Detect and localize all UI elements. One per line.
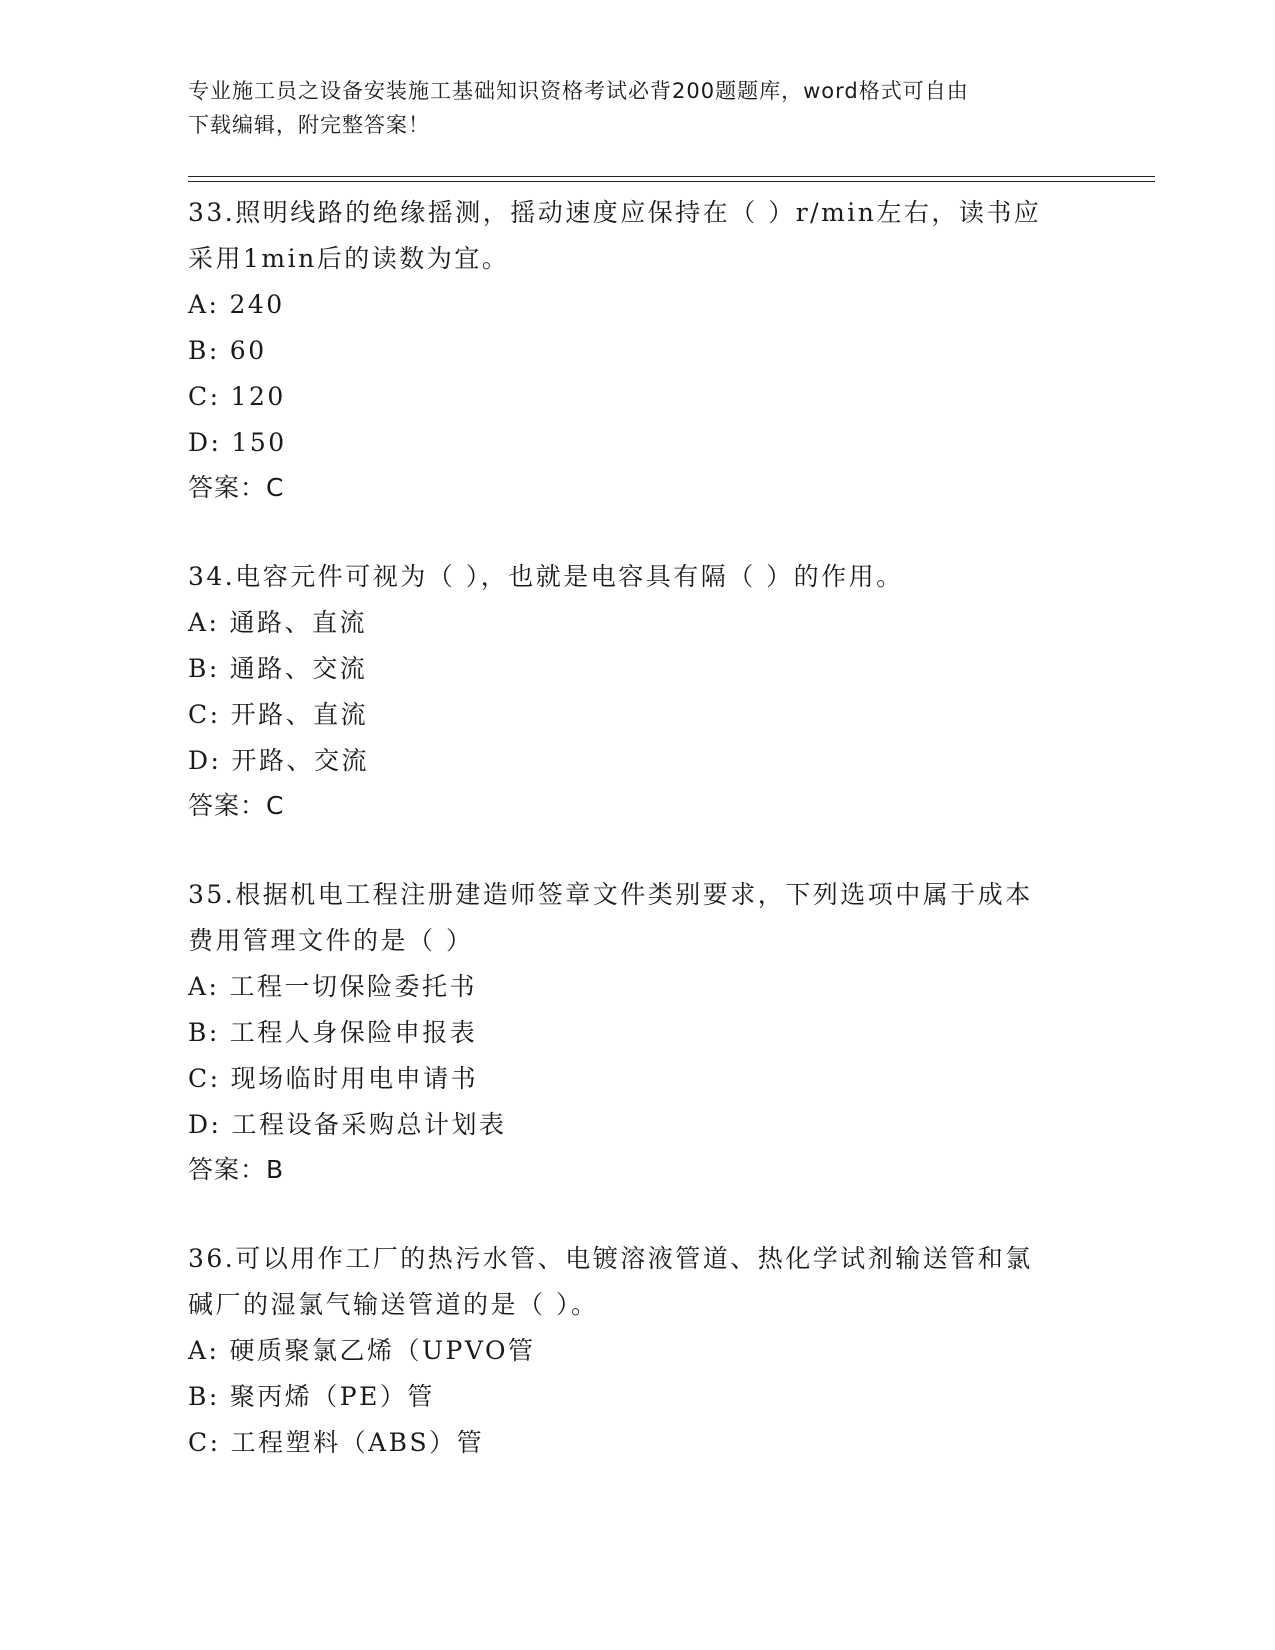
option-a	[188, 1328, 1088, 1374]
option-letter: A:	[188, 1336, 220, 1365]
question-36	[188, 1236, 1088, 1466]
option-c	[188, 692, 1088, 738]
answer-line: 答案：C	[188, 473, 285, 502]
option-text: 工程塑料（ABS）管	[230, 1428, 485, 1457]
answer-line: 答案：B	[188, 1155, 285, 1184]
option-text: 硬质聚氯乙烯（UPVO管	[229, 1336, 536, 1365]
question-33	[188, 190, 1088, 510]
question-stem: 34.电容元件可视为（ ），也就是电容具有隔（ ）的作用。	[188, 562, 904, 591]
question-list	[188, 190, 1088, 1466]
option-text: 150	[231, 428, 287, 457]
option-d	[188, 738, 1088, 784]
option-letter: D:	[188, 746, 222, 775]
option-text: 通路、交流	[229, 654, 368, 683]
option-letter: C:	[188, 1428, 221, 1457]
option-c	[188, 1420, 1088, 1466]
option-text: 工程一切保险委托书	[229, 972, 477, 1001]
option-text: 现场临时用电申请书	[230, 1064, 479, 1093]
option-letter: B:	[188, 1382, 220, 1411]
header-title-line1: 专业施工员之设备安装施工基础知识资格考试必背200题题库，word格式可自由	[188, 79, 969, 103]
option-letter: C:	[188, 700, 221, 729]
option-c	[188, 1056, 1088, 1102]
option-letter: B:	[188, 654, 220, 683]
document-header	[188, 74, 1068, 142]
option-text: 60	[229, 336, 267, 365]
option-letter: C:	[188, 382, 221, 411]
option-text: 聚丙烯（PE）管	[229, 1382, 435, 1411]
option-text: 开路、直流	[230, 700, 369, 729]
option-letter: A:	[188, 608, 220, 637]
header-divider-bottom	[188, 181, 1155, 182]
option-a	[188, 282, 1088, 328]
option-letter: D:	[188, 1110, 222, 1139]
question-stem-continued: 采用1min后的读数为宜。	[188, 244, 510, 273]
option-letter: B:	[188, 336, 220, 365]
question-stem-continued: 费用管理文件的是（ ）	[188, 926, 474, 955]
option-letter: C:	[188, 1064, 221, 1093]
option-a	[188, 600, 1088, 646]
header-title-line2: 下载编辑，附完整答案！	[188, 113, 430, 137]
option-b	[188, 1010, 1088, 1056]
option-letter: D:	[188, 428, 222, 457]
question-stem: 35.根据机电工程注册建造师签章文件类别要求，下列选项中属于成本	[188, 880, 1033, 909]
header-divider-top	[188, 176, 1155, 177]
option-text: 240	[229, 290, 285, 319]
option-text: 120	[230, 382, 286, 411]
option-c	[188, 374, 1088, 420]
question-stem: 36.可以用作工厂的热污水管、电镀溶液管道、热化学试剂输送管和氯	[188, 1244, 1033, 1273]
option-a	[188, 964, 1088, 1010]
option-text: 工程人身保险申报表	[229, 1018, 478, 1047]
option-letter: A:	[188, 290, 220, 319]
question-34	[188, 554, 1088, 828]
option-b	[188, 328, 1088, 374]
option-letter: A:	[188, 972, 220, 1001]
option-letter: B:	[188, 1018, 220, 1047]
answer-line: 答案：C	[188, 791, 285, 820]
option-b	[188, 646, 1088, 692]
option-text: 开路、交流	[231, 746, 369, 775]
question-stem: 33.照明线路的绝缘摇测，摇动速度应保持在（ ）r/min左右，读书应	[188, 198, 1042, 227]
option-d	[188, 1102, 1088, 1148]
question-35	[188, 872, 1088, 1192]
question-stem-continued: 碱厂的湿氯气输送管道的是（ ）。	[188, 1290, 599, 1319]
option-d	[188, 420, 1088, 466]
option-text: 通路、直流	[229, 608, 367, 637]
option-text: 工程设备采购总计划表	[231, 1110, 507, 1139]
option-b	[188, 1374, 1088, 1420]
